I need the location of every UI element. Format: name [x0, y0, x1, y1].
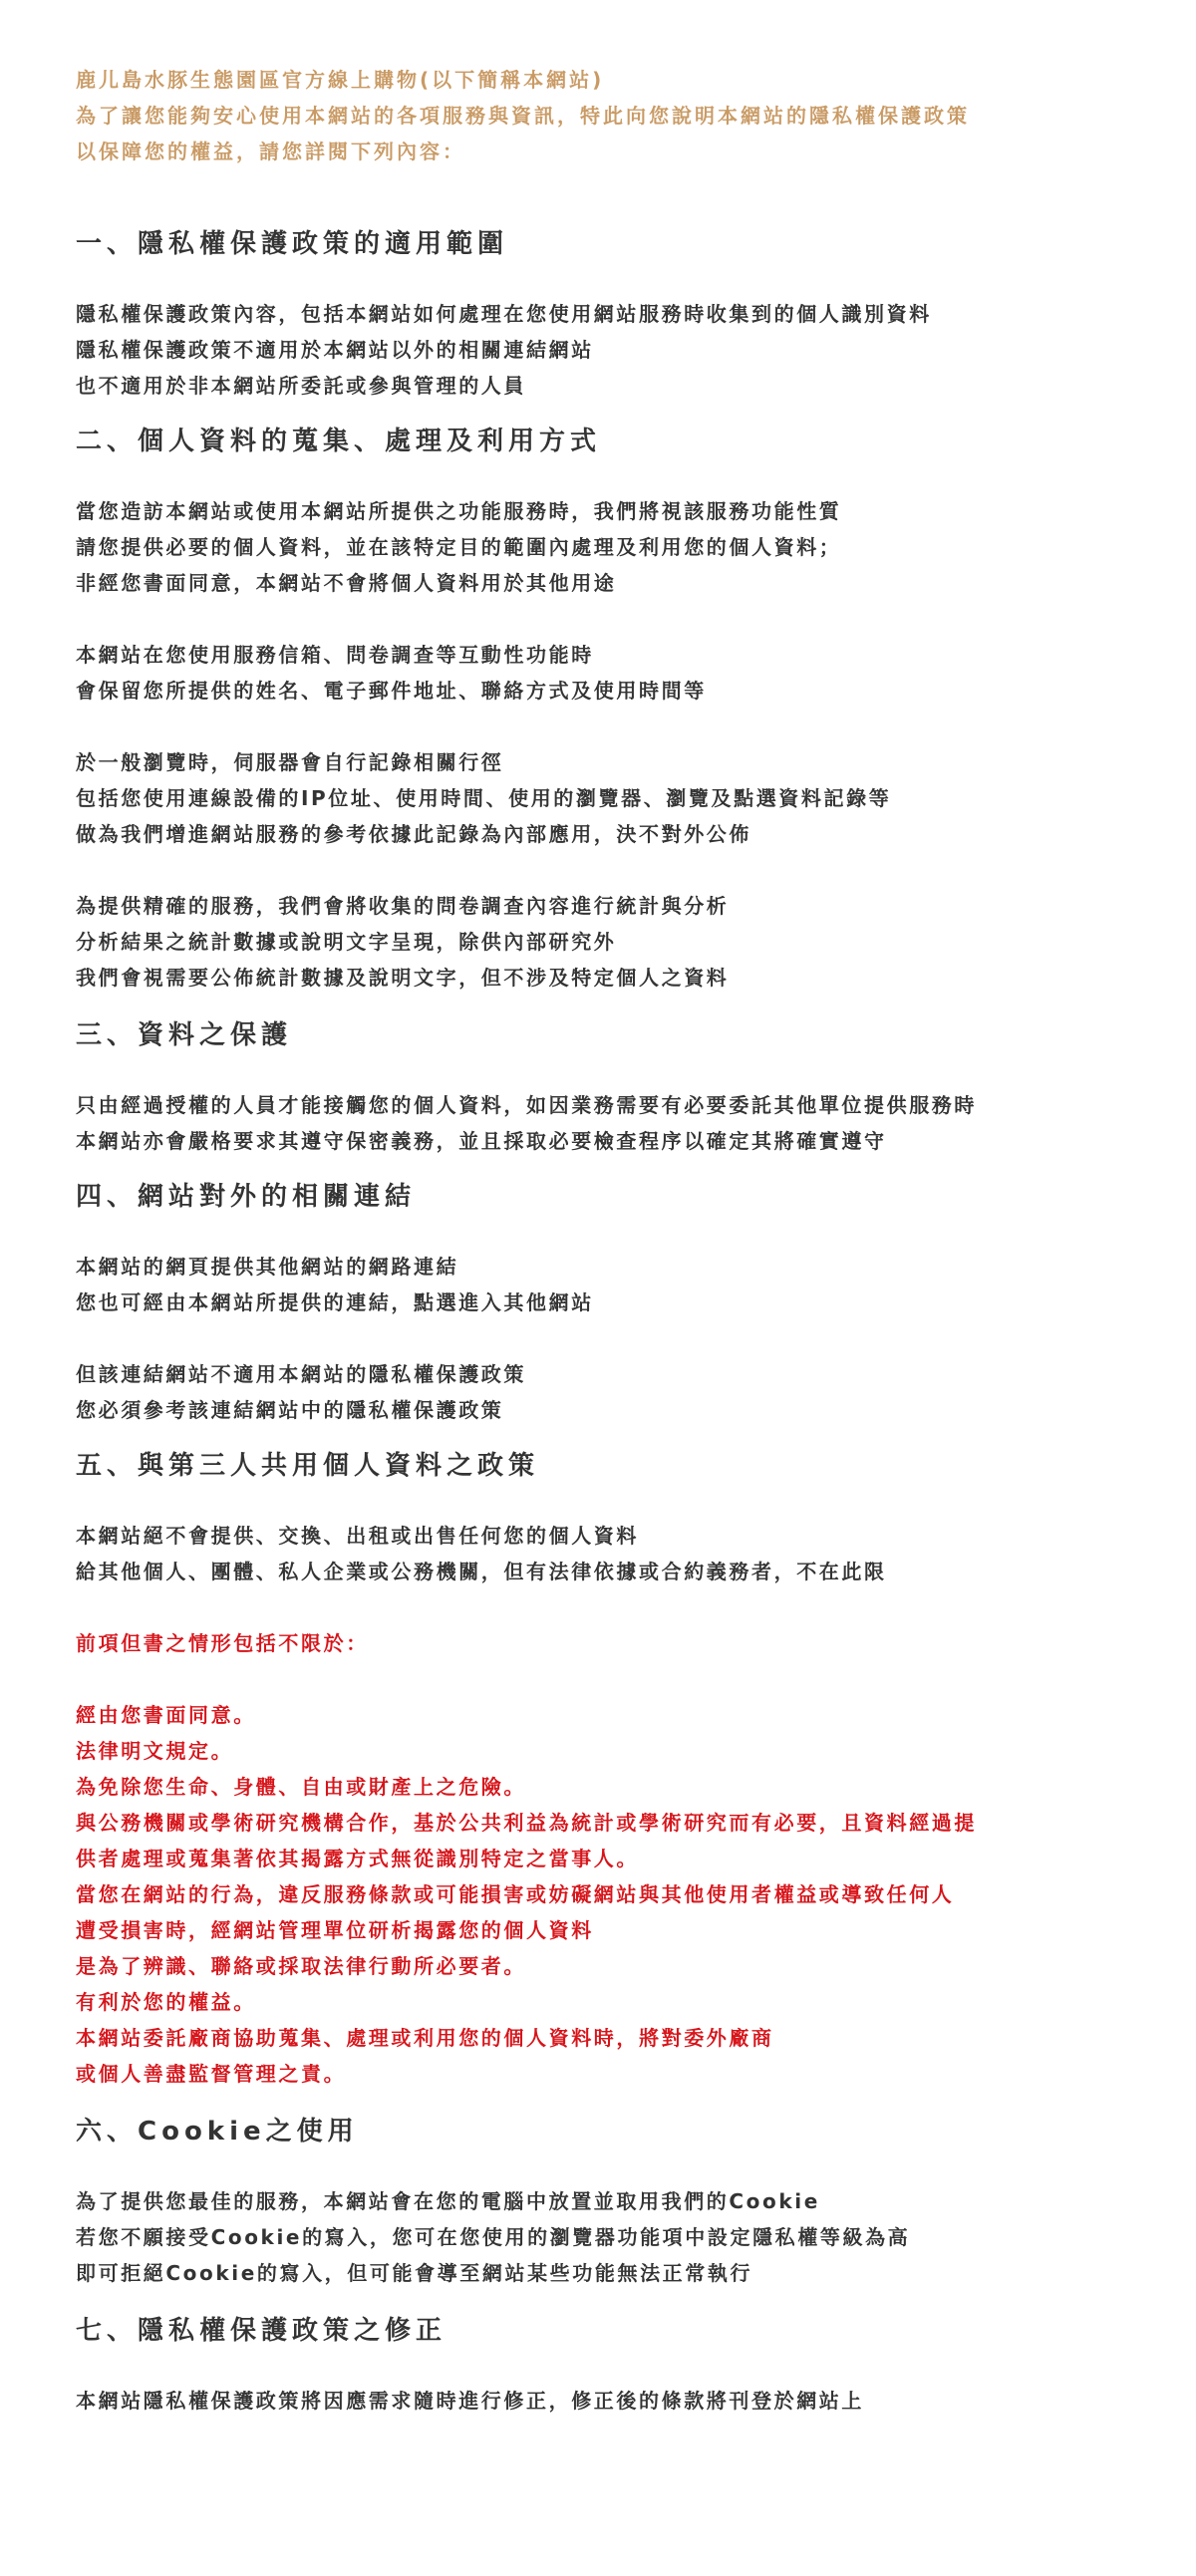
exception-item: 或個人善盡監督管理之責。 — [76, 2062, 347, 2086]
paragraph-line: 您也可經由本網站所提供的連結，點選進入其他網站 — [76, 1290, 594, 1314]
paragraph-line: 本網站絕不會提供、交換、出租或出售任何您的個人資料 — [76, 1524, 639, 1548]
paragraph-line: 隱私權保護政策內容，包括本網站如何處理在您使用網站服務時收集到的個人識別資料 — [76, 302, 932, 326]
paragraph-line: 為提供精確的服務，我們會將收集的問卷調查內容進行統計與分析 — [76, 894, 730, 918]
paragraph-line: 您必須參考該連結網站中的隱私權保護政策 — [76, 1398, 504, 1422]
paragraph-line: 我們會視需要公佈統計數據及說明文字，但不涉及特定個人之資料 — [76, 966, 730, 990]
paragraph-line: 當您造訪本網站或使用本網站所提供之功能服務時，我們將視該服務功能性質 — [76, 499, 842, 523]
section-paragraph — [76, 637, 1196, 709]
exception-item: 為免除您生命、身體、自由或財產上之危險。 — [76, 1775, 526, 1799]
section-collection — [76, 424, 1196, 996]
section-third-party — [76, 1448, 1196, 2092]
paragraph-line: 也不適用於非本網站所委託或參與管理的人員 — [76, 374, 526, 398]
exception-item: 與公務機關或學術研究機構合作，基於公共利益為統計或學術研究而有必要，且資料經過提 — [76, 1811, 977, 1835]
paragraph-line: 即可拒絕Cookie的寫入，但可能會導至網站某些功能無法正常執行 — [76, 2261, 753, 2285]
paragraph-line: 非經您書面同意，本網站不會將個人資料用於其他用途 — [76, 571, 617, 595]
section-heading: 五、與第三人共用個人資料之政策 — [76, 1451, 540, 1481]
section-paragraph — [76, 1518, 1196, 1589]
exception-item: 遭受損害時，經網站管理單位研析揭露您的個人資料 — [76, 1918, 594, 1942]
paragraph-line: 請您提供必要的個人資料，並在該特定目的範圍內處理及利用您的個人資料； — [76, 535, 842, 559]
paragraph-line: 分析結果之統計數據或說明文字呈現，除供內部研究外 — [76, 930, 617, 954]
exception-item: 供者處理或蒐集著依其揭露方式無從識別特定之當事人。 — [76, 1847, 639, 1870]
section-heading: 三、資料之保護 — [76, 1020, 293, 1050]
intro-line: 鹿儿島水豚生態園區官方線上購物(以下簡稱本網站) — [76, 68, 605, 92]
paragraph-line: 於一般瀏覽時，伺服器會自行記錄相關行徑 — [76, 750, 504, 774]
exceptions-intro — [76, 1625, 1196, 1661]
section-heading: 二、個人資料的蒐集、處理及利用方式 — [76, 427, 602, 456]
paragraph-line: 給其他個人、團體、私人企業或公務機關，但有法律依據或合約義務者，不在此限 — [76, 1560, 887, 1583]
intro-block — [76, 62, 1196, 169]
paragraph-line: 本網站亦會嚴格要求其遵守保密義務，並且採取必要檢查程序以確定其將確實遵守 — [76, 1129, 887, 1153]
section-protection — [76, 1017, 1196, 1159]
paragraph-line: 只由經過授權的人員才能接觸您的個人資料，如因業務需要有必要委託其他單位提供服務時 — [76, 1093, 977, 1117]
exception-item: 是為了辨識、聯絡或採取法律行動所必要者。 — [76, 1954, 526, 1978]
section-heading: 一、隱私權保護政策的適用範圍 — [76, 229, 509, 259]
section-amendment — [76, 2313, 1196, 2419]
section-heading: 七、隱私權保護政策之修正 — [76, 2316, 448, 2346]
section-cookie — [76, 2114, 1196, 2291]
section-paragraph — [76, 296, 1196, 404]
exception-item: 法律明文規定。 — [76, 1739, 234, 1763]
paragraph-line: 隱私權保護政策不適用於本網站以外的相關連結網站 — [76, 338, 594, 362]
section-heading: 六、Cookie之使用 — [76, 2117, 359, 2147]
paragraph-line: 前項但書之情形包括不限於： — [76, 1631, 369, 1655]
paragraph-line: 包括您使用連線設備的IP位址、使用時間、使用的瀏覽器、瀏覽及點選資料記錄等 — [76, 786, 892, 810]
paragraph-line: 本網站的網頁提供其他網站的網路連結 — [76, 1255, 459, 1279]
intro-line: 以保障您的權益，請您詳閱下列內容： — [76, 140, 465, 163]
section-heading: 四、網站對外的相關連結 — [76, 1182, 417, 1212]
section-paragraph — [76, 2383, 1196, 2419]
paragraph-line: 會保留您所提供的姓名、電子郵件地址、聯絡方式及使用時間等 — [76, 679, 707, 703]
exception-item: 本網站委託廠商協助蒐集、處理或利用您的個人資料時，將對委外廠商 — [76, 2026, 774, 2050]
exceptions-list — [76, 1697, 1196, 2092]
section-paragraph — [76, 744, 1196, 852]
section-paragraph — [76, 1249, 1196, 1320]
section-paragraph — [76, 1356, 1196, 1428]
paragraph-line: 做為我們增進網站服務的參考依據此記錄為內部應用，決不對外公佈 — [76, 822, 751, 846]
section-paragraph — [76, 493, 1196, 601]
paragraph-line: 但該連結網站不適用本網站的隱私權保護政策 — [76, 1362, 526, 1386]
intro-line: 為了讓您能夠安心使用本網站的各項服務與資訊，特此向您說明本網站的隱私權保護政策 — [76, 104, 970, 128]
section-paragraph — [76, 888, 1196, 996]
section-external-links — [76, 1179, 1196, 1428]
section-scope — [76, 226, 1196, 404]
paragraph-line: 本網站在您使用服務信箱、問卷調查等互動性功能時 — [76, 643, 594, 667]
paragraph-line: 本網站隱私權保護政策將因應需求隨時進行修正，修正後的條款將刊登於網站上 — [76, 2389, 864, 2413]
paragraph-line: 為了提供您最佳的服務，本網站會在您的電腦中放置並取用我們的Cookie — [76, 2189, 820, 2213]
section-paragraph — [76, 2183, 1196, 2291]
exception-item: 有利於您的權益。 — [76, 1990, 256, 2014]
exception-item: 經由您書面同意。 — [76, 1703, 256, 1727]
paragraph-line: 若您不願接受Cookie的寫入，您可在您使用的瀏覽器功能項中設定隱私權等級為高 — [76, 2225, 911, 2249]
exception-item: 當您在網站的行為，違反服務條款或可能損害或妨礙網站與其他使用者權益或導致任何人 — [76, 1882, 955, 1906]
section-paragraph — [76, 1087, 1196, 1159]
